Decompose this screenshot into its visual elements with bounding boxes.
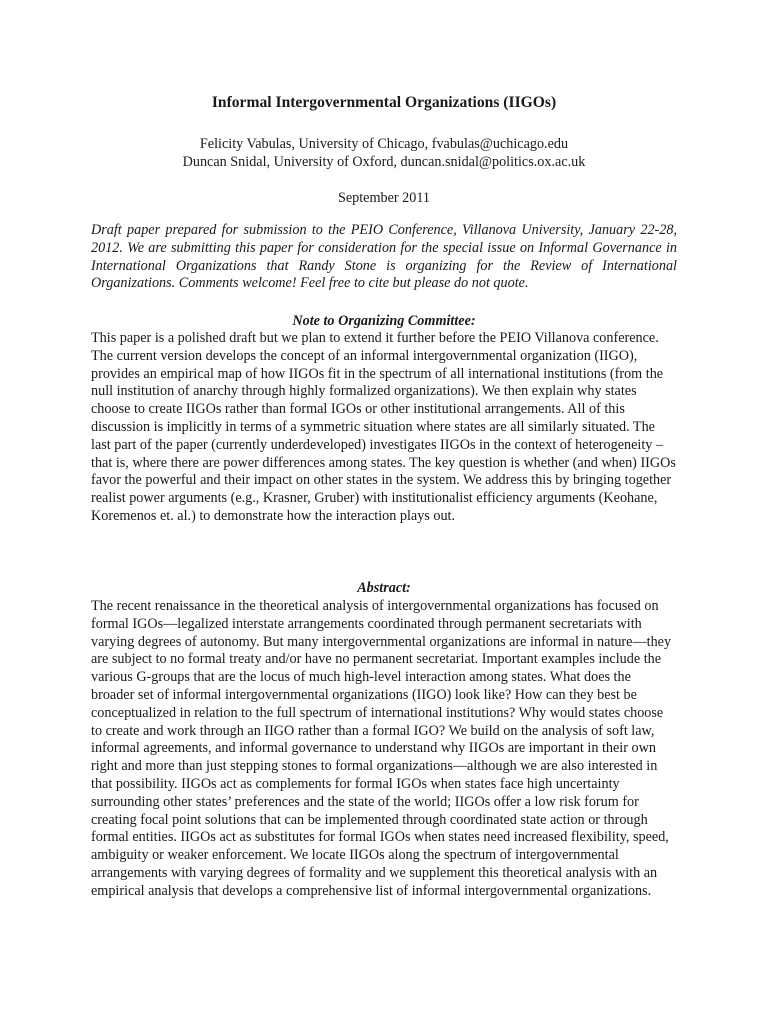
paper-date: September 2011 [337,190,431,206]
note-body: This paper is a polished draft but we plan to extend it further before the PEIO Villanova conference. The current version develops the concept of an informal intergovernmental organization (IIGO), provides an empirical map of how IIGOs fit in the spectrum of all international institutions (from the null institution of anarchy through highly formalized organizations). We then explain why states choose to create IIGOs rather than formal IGOs or other institutional arrangements. All of this discussion is implicitly in terms of a symmetric situation where states are all similarly situated. The last part of the paper (currently underdeveloped) investigates IIGOs in the context of heterogeneity – that is, where there are power differences among states. The key question is whether (and when) IIGOs favor the powerful and their impact on other states in the system. We address this by bringing together realist power arguments (e.g., Krasner, Gruber) with institutionalist efficiency arguments (Keohane, Koremenos et. al.) to demonstrate how the interaction plays out. [91,330,676,524]
author-line-2: Duncan Snidal, University of Oxford, duncan.snidal@politics.ox.ac.uk [182,154,586,170]
abstract-body: The recent renaissance in the theoretical analysis of intergovernmental organizations has focused on formal IGOs—legalized interstate arrangements coordinated through permanent secretariats with varying degrees of autonomy. But many intergovernmental organizations are informal in nature—they are subject to no formal treaty and/or have no permanent secretariat. Important examples include the various G-groups that are the locus of much high-level interaction among states. What does the broader set of informal intergovernmental organizations (IIGO) look like? How can they best be conceptualized in relation to the full spectrum of international institutions? Why would states choose to create and work through an IIGO rather than a formal IGO? We build on the analysis of soft law, informal agreements, and informal governance to understand why IIGOs are important in their own right and more than just stepping stones to formal organizations—although we are also interested in that possibility. IIGOs act as complements for formal IGOs when states face high uncertainty surrounding other states’ preferences and the state of the world; IIGOs offer a low risk forum for creating focal point solutions that can be implemented through coordinated state action or through formal entities. IIGOs act as substitutes for formal IGOs when states need increased flexibility, speed, ambiguity or weaker enforcement. We locate IIGOs along the spectrum of intergovernmental arrangements with varying degrees of formality and we supplement this theoretical analysis with an empirical analysis that develops a comprehensive list of informal intergovernmental organizations. [91,598,672,899]
author-line-1: Felicity Vabulas, University of Chicago, fvabulas@uchicago.edu [199,136,569,152]
abstract-heading: Abstract: [357,580,411,596]
draft-note: Draft paper prepared for submission to the PEIO Conference, Villanova University, January 22-28, 2012. We are submitting this paper for consideration for the special issue on Informal Governance in International Organizations that Randy Stone is organizing for the Review of International Organizations. Comments welcome! Feel free to cite but please do not quote. [91,222,677,292]
paper-title: Informal Intergovernmental Organizations (IIGOs) [211,94,557,111]
note-heading: Note to Organizing Committee: [292,313,476,329]
